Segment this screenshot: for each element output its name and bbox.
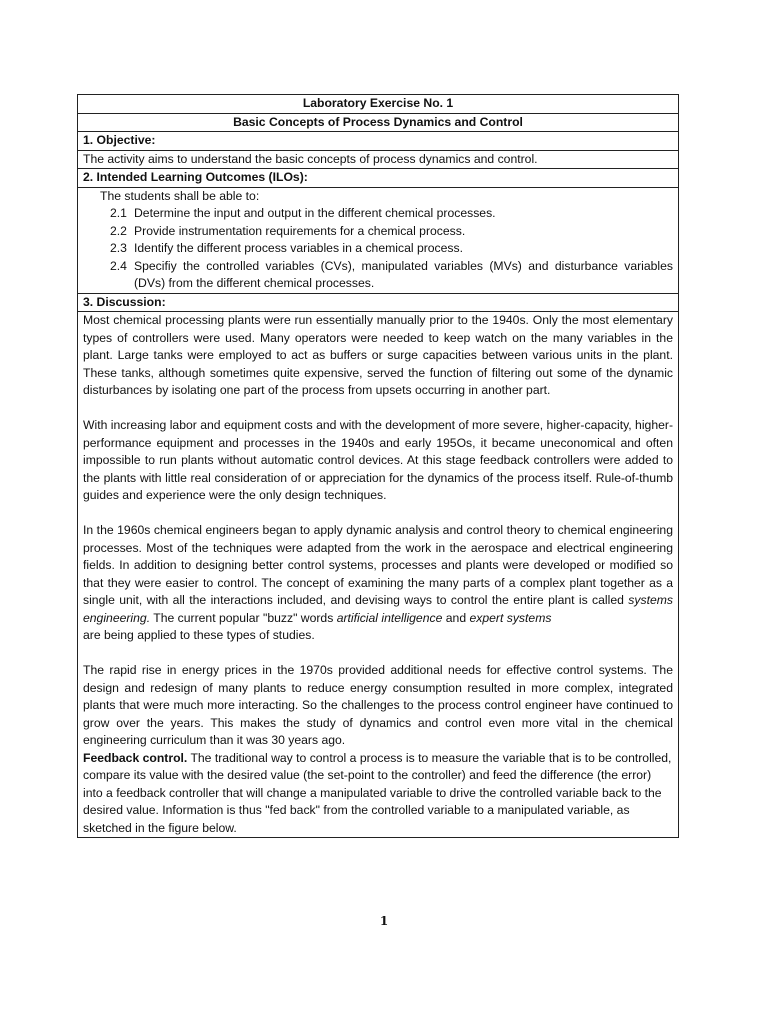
ilo-number: 2.2 — [110, 223, 127, 238]
ilos-intro: The students shall be able to: — [100, 188, 260, 203]
term-expert-systems: expert systems — [469, 610, 552, 625]
term-systems-engineering: systems engineering. — [83, 593, 673, 625]
objective-text: The activity aims to understand the basic concepts of process dynamics and control. — [78, 150, 679, 169]
ilo-number: 2.1 — [110, 206, 127, 220]
paragraph-text: and — [442, 610, 470, 625]
ilo-text: Provide instrumentation requirements for a chemical process. — [134, 223, 466, 238]
term-artificial-intelligence: artificial intelligence — [336, 610, 443, 625]
ilos-body-row — [78, 187, 679, 293]
ilos-heading: 2. Intended Learning Outcomes (ILOs): — [78, 169, 679, 188]
ilos-heading-row — [78, 169, 679, 188]
paragraph-text: The current popular "buzz" words — [150, 610, 337, 625]
lab-exercise-table — [77, 94, 679, 838]
discussion-paragraph-4: The rapid rise in energy prices in the 1970s provided additional needs for effective control systems. The design and redesign of many plants to reduce energy consumption resulted in more complex, integrated plants that were much more interacting. So the challenges to the process control engineer have continued to grow over the years. This makes the study of dynamics and control even more vital in the chemical engineering curriculum than it was 30 years ago. — [83, 663, 673, 747]
document-subtitle: Basic Concepts of Process Dynamics and Control — [78, 113, 679, 132]
paragraph-text: The traditional way to control a process is to measure the variable that is to be controlled, compare its value with the desired value (the set-point to the controller) and feed the difference (the error) into a feedback controller that will change a manipulated variable to drive the controlled variable back to the desired value. Information is thus "fed back" from the controlled variable to a manipulated variable, as sketched in the figure below. — [83, 750, 672, 835]
document-title: Laboratory Exercise No. 1 — [78, 95, 679, 114]
paragraph-text: In the 1960s chemical engineers began to apply dynamic analysis and control theory to chemical engineering processes. Most of the techniques were adapted from the work in the aerospace and electrical engineering fields. In addition to designing better control systems, processes and plants were developed or modified so that they were easier to control. The concept of examining the many parts of a complex plant together as a single unit, with all the interactions included, and devising ways to control the entire plant is called — [83, 523, 673, 607]
list-item — [83, 240, 673, 258]
ilo-text: Identify the different process variables in a chemical process. — [134, 241, 464, 255]
discussion-body-row — [78, 312, 679, 838]
ilo-text: Determine the input and output in the different chemical processes. — [134, 206, 496, 220]
objective-heading: 1. Objective: — [78, 132, 679, 151]
objective-body-row — [78, 150, 679, 169]
discussion-heading-row — [78, 293, 679, 312]
document-page — [77, 94, 679, 838]
paragraph-text: are being applied to these types of studies. — [83, 628, 315, 642]
discussion-paragraph-2: With increasing labor and equipment costs and with the development of more severe, higher-capacity, higher-performance equipment and processes in the 1940s and early 195Os, it became uneconomical and often impossible to run plants without automatic control devices. At this stage feedback controllers were added to the plants with little real consideration of or appreciation for the dynamics of the process itself. Rule-of-thumb guides and experience were the only design techniques. — [83, 418, 673, 502]
discussion-paragraph-1: Most chemical processing plants were run essentially manually prior to the 1940s. Only the most elementary types of controllers were used. Many operators were needed to keep watch on the many variables in the plant. Large tanks were employed to act as buffers or surge capacities between various units in the plant. These tanks, although sometimes quite expensive, served the function of filtering out some of the dynamic disturbances by isolating one part of the process from upsets occurring in another part. — [83, 313, 673, 397]
page-number: 1 — [379, 914, 389, 928]
list-item — [83, 258, 673, 293]
ilo-number: 2.4 — [110, 258, 127, 273]
discussion-paragraph-5 — [83, 750, 673, 838]
subtitle-row — [78, 113, 679, 132]
discussion-heading: 3. Discussion: — [78, 293, 679, 312]
ilo-number: 2.3 — [110, 241, 127, 255]
feedback-control-label: Feedback control. — [83, 750, 188, 765]
list-item — [83, 205, 673, 223]
discussion-paragraph-3 — [83, 522, 673, 645]
ilos-body — [78, 187, 679, 293]
objective-heading-row — [78, 132, 679, 151]
discussion-body — [78, 312, 679, 838]
ilo-text: Specifiy the controlled variables (CVs), manipulated variables (MVs) and disturbance variables (DVs) from the different chemical processes. — [134, 258, 673, 290]
list-item — [83, 223, 673, 241]
title-row — [78, 95, 679, 114]
